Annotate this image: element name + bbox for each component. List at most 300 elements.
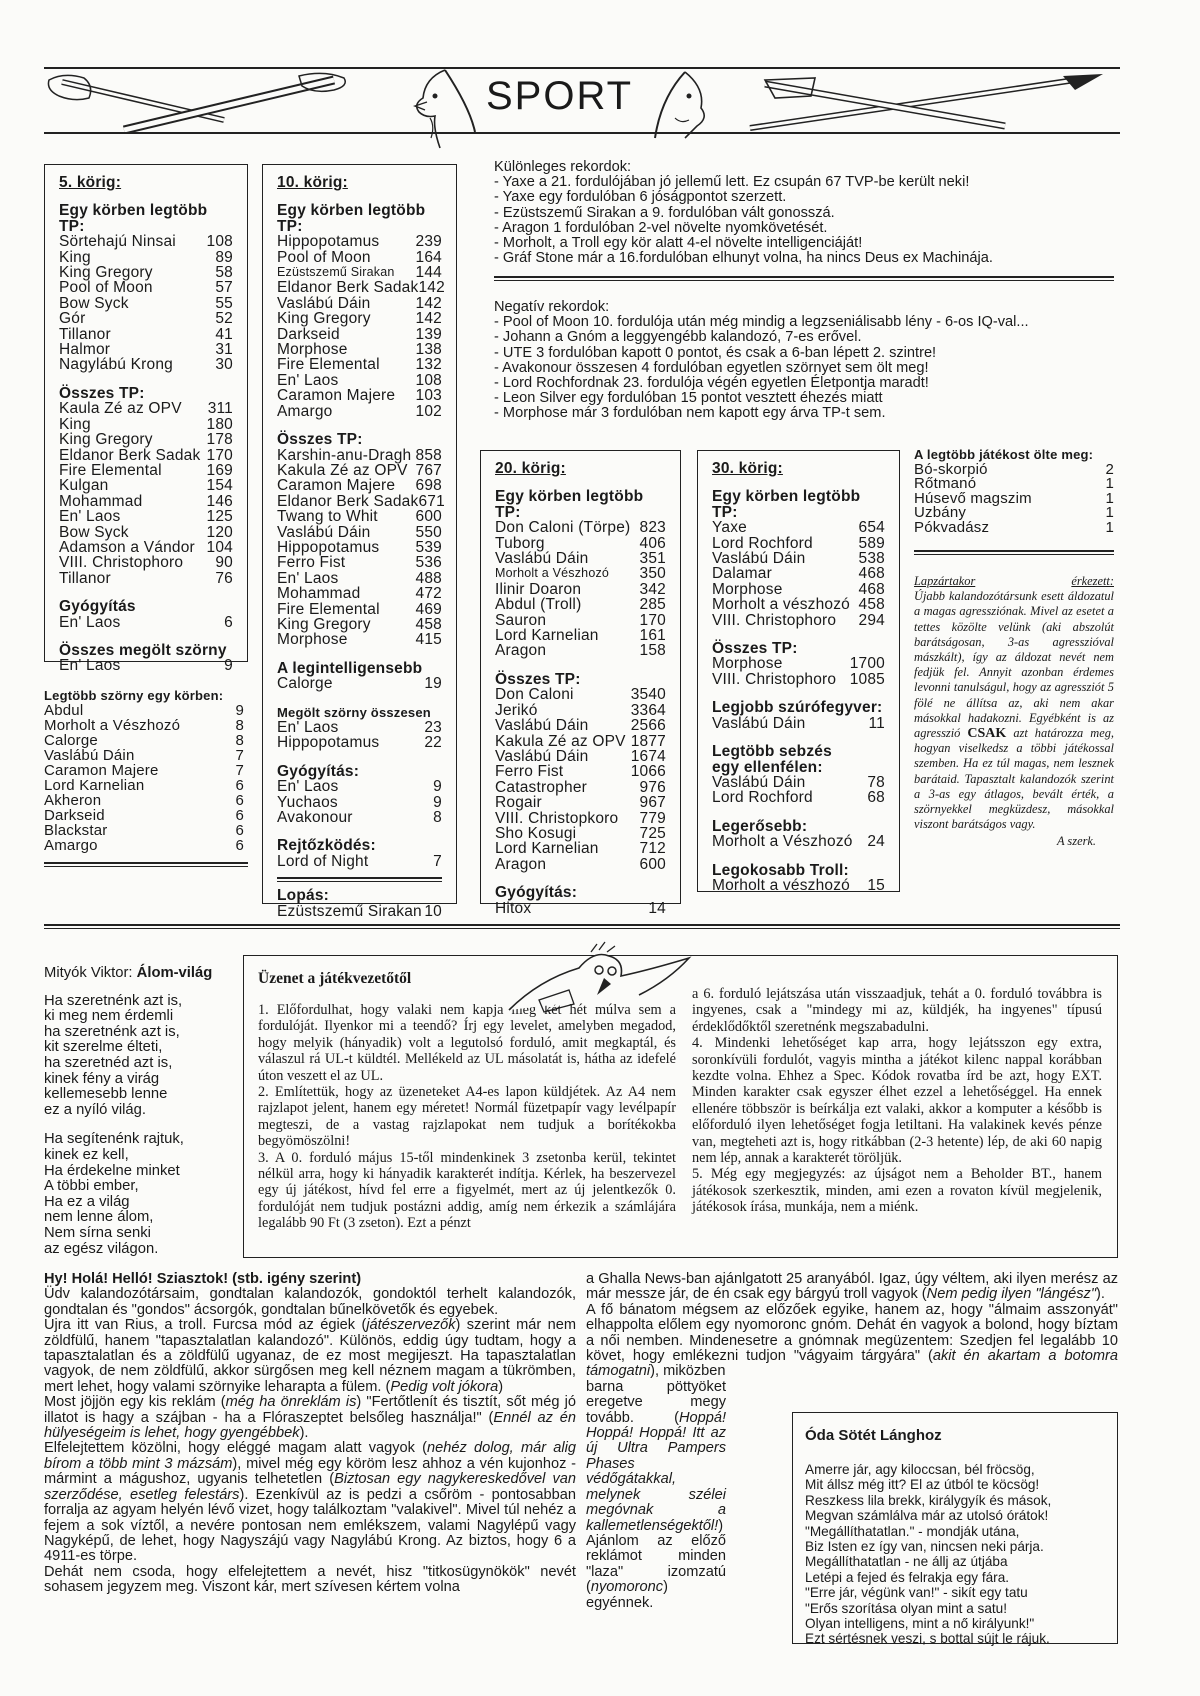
stat-name: Tuborg	[495, 534, 545, 552]
list-title: Összes TP:	[495, 670, 581, 688]
stat-name: Rőtmanó	[914, 475, 977, 493]
stat-value: 78	[867, 773, 885, 791]
text-line: Mit állsz még itt? El az útból te köcsög!	[805, 1477, 1040, 1493]
stat-name: Ferro Fist	[277, 554, 346, 572]
stat-value: 600	[639, 855, 666, 873]
gnome-face-right-icon	[645, 68, 715, 140]
stat-name: Don Caloni (Törpe)	[495, 519, 631, 537]
poem-heading: Mityók Viktor: Álom-világ	[44, 965, 213, 981]
list-title: Egy körben legtöbb TP:	[712, 488, 861, 521]
stat-name: Vaslábú Dáin	[495, 717, 589, 735]
text-line: A többi ember,	[44, 1178, 139, 1195]
poem-stanza	[44, 994, 244, 1119]
stat-name: Blackstar	[44, 822, 108, 839]
stat-name: Fire Elemental	[277, 600, 380, 618]
stat-name: Húsevő magszim	[914, 489, 1032, 507]
stat-value: 469	[415, 600, 442, 618]
stat-row	[277, 509, 442, 524]
stat-list	[712, 716, 885, 731]
stat-row	[59, 342, 233, 357]
stat-list	[59, 401, 233, 586]
stat-row	[495, 718, 666, 733]
record-list	[494, 175, 1114, 266]
poem-title: Óda Sötét Lánghoz	[805, 1427, 942, 1444]
stat-list	[277, 676, 442, 691]
late-news-title: Lapzártakor	[914, 574, 976, 588]
letter-paragraph: Elfelejtettem közölni, hogy eléggé magam alatt vagyok (nehéz dolog, már alig bírom a több mint 3 mázsám), mivel még egy köröm lesz ahhoz a vén kujonhoz - mármint a mágushoz, ugyanis telhetetlen (Biztosan egy nagykereskedővel van szerződése, esetleg felestárs). Ezenkívül az is pedzi a csőröm - pontosabban forralja az agyam helyén lévő vizet, hogy találkoztam "valakivel". Mivel túl nehéz a fejem a sok víztől, a nevére pontosan nem emlékszem, valami Nagylépű vagy Nagyképű, de lehet, hogy Nagyszájú vagy Nagylábú Krong. Az biztos, hogy 6 a 4911-es törpe.	[44, 1440, 576, 1565]
stat-value: 294	[858, 611, 885, 629]
stat-value: 142	[418, 279, 445, 297]
stat-value: 589	[858, 534, 885, 552]
text-line: Olyan intelligens, mint a nő királyunk!"	[805, 1616, 1035, 1632]
stat-name: VIII. Christophoro	[712, 670, 837, 688]
stat-value: 8	[433, 809, 442, 827]
stat-row	[495, 901, 666, 916]
stat-name: Twang to Whit	[277, 508, 378, 526]
late-news	[914, 574, 1114, 850]
stat-value: 164	[415, 248, 442, 266]
stat-list	[277, 904, 442, 919]
stat-value: 138	[415, 341, 442, 359]
stat-value: 767	[415, 461, 442, 479]
section-title: SPORT	[486, 74, 634, 118]
stat-row	[495, 703, 666, 718]
stat-name: Yuchaos	[277, 793, 338, 811]
stat-name: Aragon	[495, 855, 547, 873]
box-heading: 5. körig:	[59, 174, 122, 191]
stat-value: 600	[415, 508, 442, 526]
stats-box-round-10	[262, 164, 457, 920]
stat-value: 9	[224, 657, 233, 675]
stat-name: Morholt a Vészhozó	[44, 717, 181, 734]
crossed-spear-arrow-illustration	[745, 72, 1105, 132]
stat-value: 144	[415, 264, 442, 282]
stat-value: 108	[415, 371, 442, 389]
stat-value: 30	[215, 356, 233, 374]
stat-row	[277, 311, 442, 326]
text-line: - Ezüstszemű Sirakan a 9. fordulóban vált gonosszá.	[494, 204, 835, 221]
stat-value: 415	[415, 631, 442, 649]
stat-row	[495, 780, 666, 795]
list-title: Legokosabb Troll:	[712, 861, 849, 879]
records-title: Negatív rekordok:	[494, 299, 610, 315]
stat-value: 488	[415, 569, 442, 587]
stat-list	[59, 234, 233, 373]
stat-value: 8	[235, 717, 244, 734]
stat-name: Amargo	[44, 837, 98, 854]
stat-row	[59, 509, 233, 524]
stat-list	[495, 687, 666, 872]
stat-row	[277, 279, 445, 297]
list-title: Összes TP:	[277, 431, 363, 449]
stat-row	[712, 834, 885, 849]
gm-message-box	[243, 955, 1118, 1258]
stat-row	[44, 748, 244, 763]
stat-row	[495, 551, 666, 566]
player-killers	[914, 448, 1114, 536]
text-line: - Lord Rochfordnak 23. fordulója végén egyetlen Életpontja maradt!	[494, 375, 929, 392]
stat-name: Mohammad	[59, 492, 143, 510]
stat-row	[277, 555, 442, 570]
stat-row	[59, 311, 233, 326]
list-title: Legtöbb szörny egy körben:	[44, 688, 224, 703]
stat-row	[712, 536, 885, 551]
stat-value: 125	[206, 508, 233, 526]
stat-value: 285	[639, 596, 666, 614]
stat-value: 350	[639, 565, 666, 583]
stat-name: Kakula Zé az OPV	[495, 732, 626, 750]
text-line: Ha szeretnénk azt is,	[44, 992, 183, 1009]
stat-row	[277, 327, 442, 342]
text-line: "Erre jár, végünk van!" - sikít egy tatu	[805, 1585, 1028, 1601]
stat-row	[495, 795, 666, 810]
stat-value: 108	[206, 233, 233, 251]
letter-paragraph: barna pöttyöket eregetve megy tovább. (Hoppá! Hoppá! Hoppá! Itt az új Ultra Pampers Phases védőgátakkal, melynek szélei megóvnak a kallemetlenségektől!) Ajánlom az előző reklámot minden "laza" izomzatú (nyomoronc) egyénnek.	[586, 1378, 726, 1611]
stat-value: 58	[215, 264, 233, 282]
stat-list	[712, 878, 885, 893]
stat-value: 120	[206, 523, 233, 541]
stat-row	[59, 432, 233, 447]
poem-stanza	[44, 1132, 244, 1257]
stat-value: 22	[424, 734, 442, 752]
stat-name: Pool of Moon	[59, 279, 153, 297]
stat-row	[495, 811, 666, 826]
stat-row	[277, 854, 442, 869]
stat-name: Morholt a Vészhozó	[712, 833, 853, 851]
stat-name: Sho Kosugi	[495, 824, 577, 842]
stat-value: 6	[235, 792, 244, 809]
stat-name: Vaslábú Dáin	[495, 747, 589, 765]
stat-row	[277, 779, 442, 794]
stats-box-round-20	[480, 450, 681, 917]
stat-value: 158	[639, 642, 666, 660]
stat-row	[277, 602, 442, 617]
stat-name: Mohammad	[277, 585, 361, 603]
stat-name: Kaula Zé az OPV	[59, 400, 182, 418]
stat-value: 712	[639, 840, 666, 858]
stat-row	[495, 734, 666, 749]
stat-value: 9	[433, 793, 442, 811]
stat-value: 52	[215, 310, 233, 328]
stat-value: 3364	[630, 701, 666, 719]
stat-value: 823	[639, 519, 666, 537]
stat-row	[44, 763, 244, 778]
stat-row	[59, 555, 233, 570]
list-title: Összes TP:	[59, 384, 145, 402]
stat-value: 539	[415, 538, 442, 556]
stat-row	[277, 373, 442, 388]
text-line: "Erős szorítása olyan mint a satu!	[805, 1600, 1008, 1616]
list-title: Összes TP:	[712, 640, 798, 658]
stat-value: 351	[639, 550, 666, 568]
list-title: A legintelligensebb	[277, 659, 423, 677]
stat-name: Don Caloni	[495, 686, 574, 704]
stat-name: Jerikó	[495, 701, 538, 719]
stat-value: 550	[415, 523, 442, 541]
list-title: Egy körben legtöbb TP:	[59, 202, 208, 235]
poem-lines	[805, 1462, 1105, 1647]
stat-name: En' Laos	[277, 778, 339, 796]
stat-row	[277, 795, 442, 810]
stat-value: 170	[639, 611, 666, 629]
stat-name: King Gregory	[277, 310, 371, 328]
stat-row	[495, 643, 666, 658]
stat-row	[59, 280, 233, 295]
stat-value: 779	[639, 809, 666, 827]
stat-value: 1700	[849, 655, 885, 673]
stat-name: En' Laos	[277, 719, 339, 736]
stat-name: Karshin-anu-Dragh	[277, 446, 412, 464]
stat-name: En' Laos	[59, 613, 121, 631]
gm-message-title: Üzenet a játékvezetőtől	[258, 970, 412, 987]
letter-paragraph: A fő bánatom mégsem az előzőek egyike, hanem az, hogy "álmaim asszonyát" elhappolta előlem egy nyomoronc gnóm. Dehát én vagyok a bolond, hogy bíztam a női nemben. Mindenesetre a gnómnak megüzentem: Szedjen fel legalább 10 követ, hogy emlékezni tudjon "vágyaim tárgyára" (akit én akartam a botomra támogatni), miközben	[586, 1301, 1118, 1380]
negative-records	[494, 300, 1114, 422]
stat-value: 142	[415, 310, 442, 328]
stat-list	[277, 854, 442, 869]
stat-row	[59, 615, 233, 630]
stat-name: Eldanor Berk Sadak	[277, 279, 419, 297]
stat-row	[712, 716, 885, 731]
stat-row	[44, 808, 244, 823]
stat-name: VIII. Christopkoro	[495, 809, 619, 827]
poem-alom-vilag	[44, 966, 244, 1257]
stat-value: 90	[215, 554, 233, 572]
stat-name: Kakula Zé az OPV	[277, 461, 408, 479]
stat-row	[495, 857, 666, 872]
stat-value: 161	[639, 627, 666, 645]
stat-name: Akheron	[44, 792, 102, 809]
stat-list	[59, 658, 233, 673]
editor-signature: A szerk.	[1056, 834, 1096, 849]
stat-name: Lord Karnelian	[495, 627, 599, 645]
text-line: - Leon Silver egy fordulóban 15 pontot vesztett éhezés miatt	[494, 390, 883, 407]
stat-value: 468	[858, 580, 885, 598]
stat-value: 102	[415, 402, 442, 420]
stat-value: 6	[235, 777, 244, 794]
stat-name: Tillanor	[59, 569, 111, 587]
stat-name: VIII. Christophoro	[59, 554, 184, 572]
letter-paragraph: Üdv kalandozótársaim, gondtalan kalandozók, gondoktól terhelt kalandozók, gondtalan és "gondos" ácsorgók, gondtalan bűnelkövetők és egyebek.	[44, 1286, 576, 1318]
stat-name: Vaslábú Dáin	[712, 714, 806, 732]
stat-value: 1674	[630, 747, 666, 765]
text-line: ha szeretnéd azt is,	[44, 1054, 173, 1071]
stat-value: 725	[639, 824, 666, 842]
stat-name: Darkseid	[277, 325, 340, 343]
letter-paragraph: Újra itt van Rius, a troll. Furcsa mód az égiek (játészervezők) szerint már nem zöldfülű, hanem "tapasztalatlan kalandozó". Különös, eddig úgy tudtam, hogy a tapasztalatlan és a zöldfülű ugyanaz, de ez most megijeszt. Ha tapasztalatlan vagyok, de nem zöldfülű, akkor sürgősen meg kell néznem magam a tükrömben, mert lehet, hogy valami szörnyike leharapta a fülem. (Pedig volt jókora)	[44, 1317, 576, 1395]
stat-row	[712, 775, 885, 790]
special-records	[494, 160, 1114, 266]
stat-row	[712, 582, 885, 597]
stat-name: Hippopotamus	[277, 734, 380, 752]
stat-name: Sörtehajú Ninsai	[59, 233, 176, 251]
letter-paragraph: Dehát nem csoda, hogy elfelejtettem a nevét, hisz "titkosügynökök" nevét sohasem jegyzem meg. Viszont kár, mert szívesen kértem volna	[44, 1563, 576, 1596]
stat-row	[712, 790, 885, 805]
stat-row	[277, 404, 442, 419]
stat-value: 458	[415, 615, 442, 633]
stat-row	[44, 778, 244, 793]
stat-value: 1	[1105, 475, 1114, 493]
stat-name: Yaxe	[712, 519, 747, 537]
stat-value: 6	[235, 807, 244, 824]
letter-title: Hy! Holá! Helló! Sziasztok! (stb. igény szerint)	[44, 1271, 362, 1287]
stat-value: 472	[415, 585, 442, 603]
stat-row	[277, 525, 442, 540]
stat-value: 239	[415, 233, 442, 251]
stat-name: VIII. Christophoro	[712, 611, 837, 629]
stat-value: 1877	[630, 732, 666, 750]
stat-name: Ferro Fist	[495, 763, 564, 781]
stat-row	[59, 265, 233, 280]
text-line: - Yaxe egy fordulóban 6 jóságpontot szerzett.	[494, 189, 787, 206]
stat-row	[277, 357, 442, 372]
stat-value: 9	[235, 702, 244, 719]
stat-value: 654	[858, 519, 885, 537]
stat-name: Bow Syck	[59, 294, 129, 312]
text-line: - Morphose már 3 fordulóban nem kapott egy árva TP-t sem.	[494, 405, 886, 422]
stat-row	[495, 841, 666, 856]
bird-writing-illustration	[499, 940, 699, 1020]
stat-row	[277, 250, 442, 265]
stat-name: Abdul	[44, 702, 84, 719]
stat-name: Kulgan	[59, 477, 109, 495]
stat-row	[495, 520, 666, 535]
stat-value: 967	[639, 794, 666, 812]
stat-row	[44, 838, 244, 853]
stat-name: Hippopotamus	[277, 538, 380, 556]
text-line: nem lenne álom,	[44, 1209, 154, 1226]
stat-name: Eldanor Berk Sadak	[59, 446, 201, 464]
poem-oda-sotet-langhoz	[792, 1412, 1118, 1647]
text-line: Megvan számlálva már az utolsó órátok!	[805, 1508, 1049, 1524]
stat-value: 536	[415, 554, 442, 572]
stat-list	[59, 615, 233, 630]
divider-rule	[277, 877, 442, 882]
stat-value: 7	[433, 852, 442, 870]
stat-name: Pókvadász	[914, 518, 990, 536]
stat-value: 1	[1105, 504, 1114, 522]
stat-list	[277, 233, 445, 420]
stat-name: Vaslábú Dáin	[44, 747, 135, 764]
stat-row	[712, 520, 885, 535]
stat-name: Vaslábú Dáin	[712, 773, 806, 791]
stat-value: 2566	[630, 717, 666, 735]
text-line: az egész világon.	[44, 1240, 159, 1257]
stat-row	[277, 540, 442, 555]
stat-list	[277, 446, 445, 649]
letter-left-column	[44, 1272, 576, 1596]
gnome-face-left-icon	[405, 68, 480, 150]
stat-value: 89	[215, 248, 233, 266]
stat-name: Adamson a Vándor	[59, 538, 195, 556]
list-title: Megölt szörny összesen	[277, 704, 431, 720]
stat-row	[277, 735, 442, 750]
stat-row	[59, 234, 233, 249]
stat-row	[59, 357, 233, 372]
stat-name: Lord Karnelian	[44, 777, 145, 794]
stat-row	[44, 718, 244, 733]
list-title: Rejtőzködés:	[277, 837, 376, 855]
stat-list	[277, 779, 442, 825]
stat-row	[712, 566, 885, 581]
text-line: - Yaxe a 21. fordulójában jó jellemű lett. Ez csupán 67 TVP-be került neki!	[494, 174, 970, 191]
stat-row	[277, 342, 442, 357]
stat-row	[495, 536, 666, 551]
stat-row	[495, 597, 666, 612]
stat-value: 10	[424, 902, 442, 920]
stat-row	[59, 525, 233, 540]
stat-value: 1085	[849, 670, 885, 688]
list-title: Egy körben legtöbb TP:	[495, 488, 644, 521]
stat-name: En' Laos	[277, 371, 339, 389]
late-news-body: Újabb kalandozótársunk esett áldozatul a magas agressziónak. Mivel az esetet a tettes közölte velünk (aki abszolút barátságosan, 3-as agresszióval mászkált), így az áldozat nevét nem fedjük fel. Annyit azonban érdemes levonni tanulságul, hogy az agressziót 5 fölé ne állítsa az, aki nem akar másokkal hadakozni. Egyébként is az agresszió CSAK azt határozza meg, hogyan viselkedsz a többi játékossal szemben. Ha ez túl magas, nem lesznek barátaid. Tapasztalt kalandozók szerint a 3-as egy átlagos, bevált érték, a szörnyekkel megküzdesz, másokkal viszont barátságos vagy.	[914, 589, 1114, 832]
stat-row	[712, 597, 885, 612]
stat-name: King Gregory	[59, 264, 153, 282]
stat-row	[59, 296, 233, 311]
stat-value: 1	[1105, 489, 1114, 507]
list-title: Gyógyítás:	[277, 762, 360, 780]
stat-name: Gór	[59, 310, 86, 328]
stat-value: 132	[415, 356, 442, 374]
divider-rule	[44, 862, 248, 867]
text-line: - Johann a Gnóm a leggyengébb kalandozó, 7-es erővel.	[494, 329, 862, 346]
stat-name: Vaslábú Dáin	[277, 294, 371, 312]
text-line: Nem sírna senki	[44, 1224, 151, 1241]
stat-name: Fire Elemental	[59, 461, 162, 479]
stat-row	[712, 613, 885, 628]
stat-name: Amargo	[277, 402, 333, 420]
stat-name: Aragon	[495, 642, 547, 660]
text-line: Megállíthatatlan - ne állj az útjába	[805, 1554, 1008, 1570]
most-monsters-section	[44, 688, 244, 853]
stat-value: 146	[206, 492, 233, 510]
stat-row	[712, 551, 885, 566]
stat-value: 14	[648, 899, 666, 917]
stat-value: 406	[639, 534, 666, 552]
stat-name: Morphose	[712, 580, 783, 598]
stat-value: 180	[206, 415, 233, 433]
stat-value: 15	[867, 876, 885, 894]
stat-row	[495, 687, 666, 702]
stat-name: Vaslábú Dáin	[712, 550, 806, 568]
stat-name: Vaslábú Dáin	[277, 523, 371, 541]
stat-name: Calorge	[277, 675, 333, 693]
stat-name: Lord of Night	[277, 852, 369, 870]
stat-value: 7	[235, 747, 244, 764]
stat-row	[277, 463, 442, 478]
stat-row	[495, 826, 666, 841]
stat-value: 342	[639, 580, 666, 598]
divider-rule	[494, 276, 1114, 281]
stat-row	[495, 628, 666, 643]
stat-value: 11	[868, 714, 885, 732]
stat-name: Morholt a vészhozó	[712, 876, 850, 894]
stat-row	[44, 823, 244, 838]
stat-value: 55	[215, 294, 233, 312]
stat-value: 31	[215, 341, 233, 359]
text-line: - Gráf Stone már a 16.fordulóban elhunyt volna, ha nincs Deus ex Machinája.	[494, 250, 993, 267]
stat-value: 468	[858, 565, 885, 583]
stat-value: 169	[206, 461, 233, 479]
stat-name: Hippopotamus	[277, 233, 380, 251]
stat-value: 538	[858, 550, 885, 568]
stat-row	[712, 672, 885, 687]
box-heading: 10. körig:	[277, 174, 348, 191]
stat-name: Bó-skorpió	[914, 460, 988, 478]
text-line: ha szeretnénk azt is,	[44, 1023, 180, 1040]
stat-value: 671	[418, 492, 445, 510]
list-title: A legtöbb játékost ölte meg:	[914, 447, 1094, 462]
stat-name: Ezüstszemű Sirakan	[277, 902, 422, 920]
